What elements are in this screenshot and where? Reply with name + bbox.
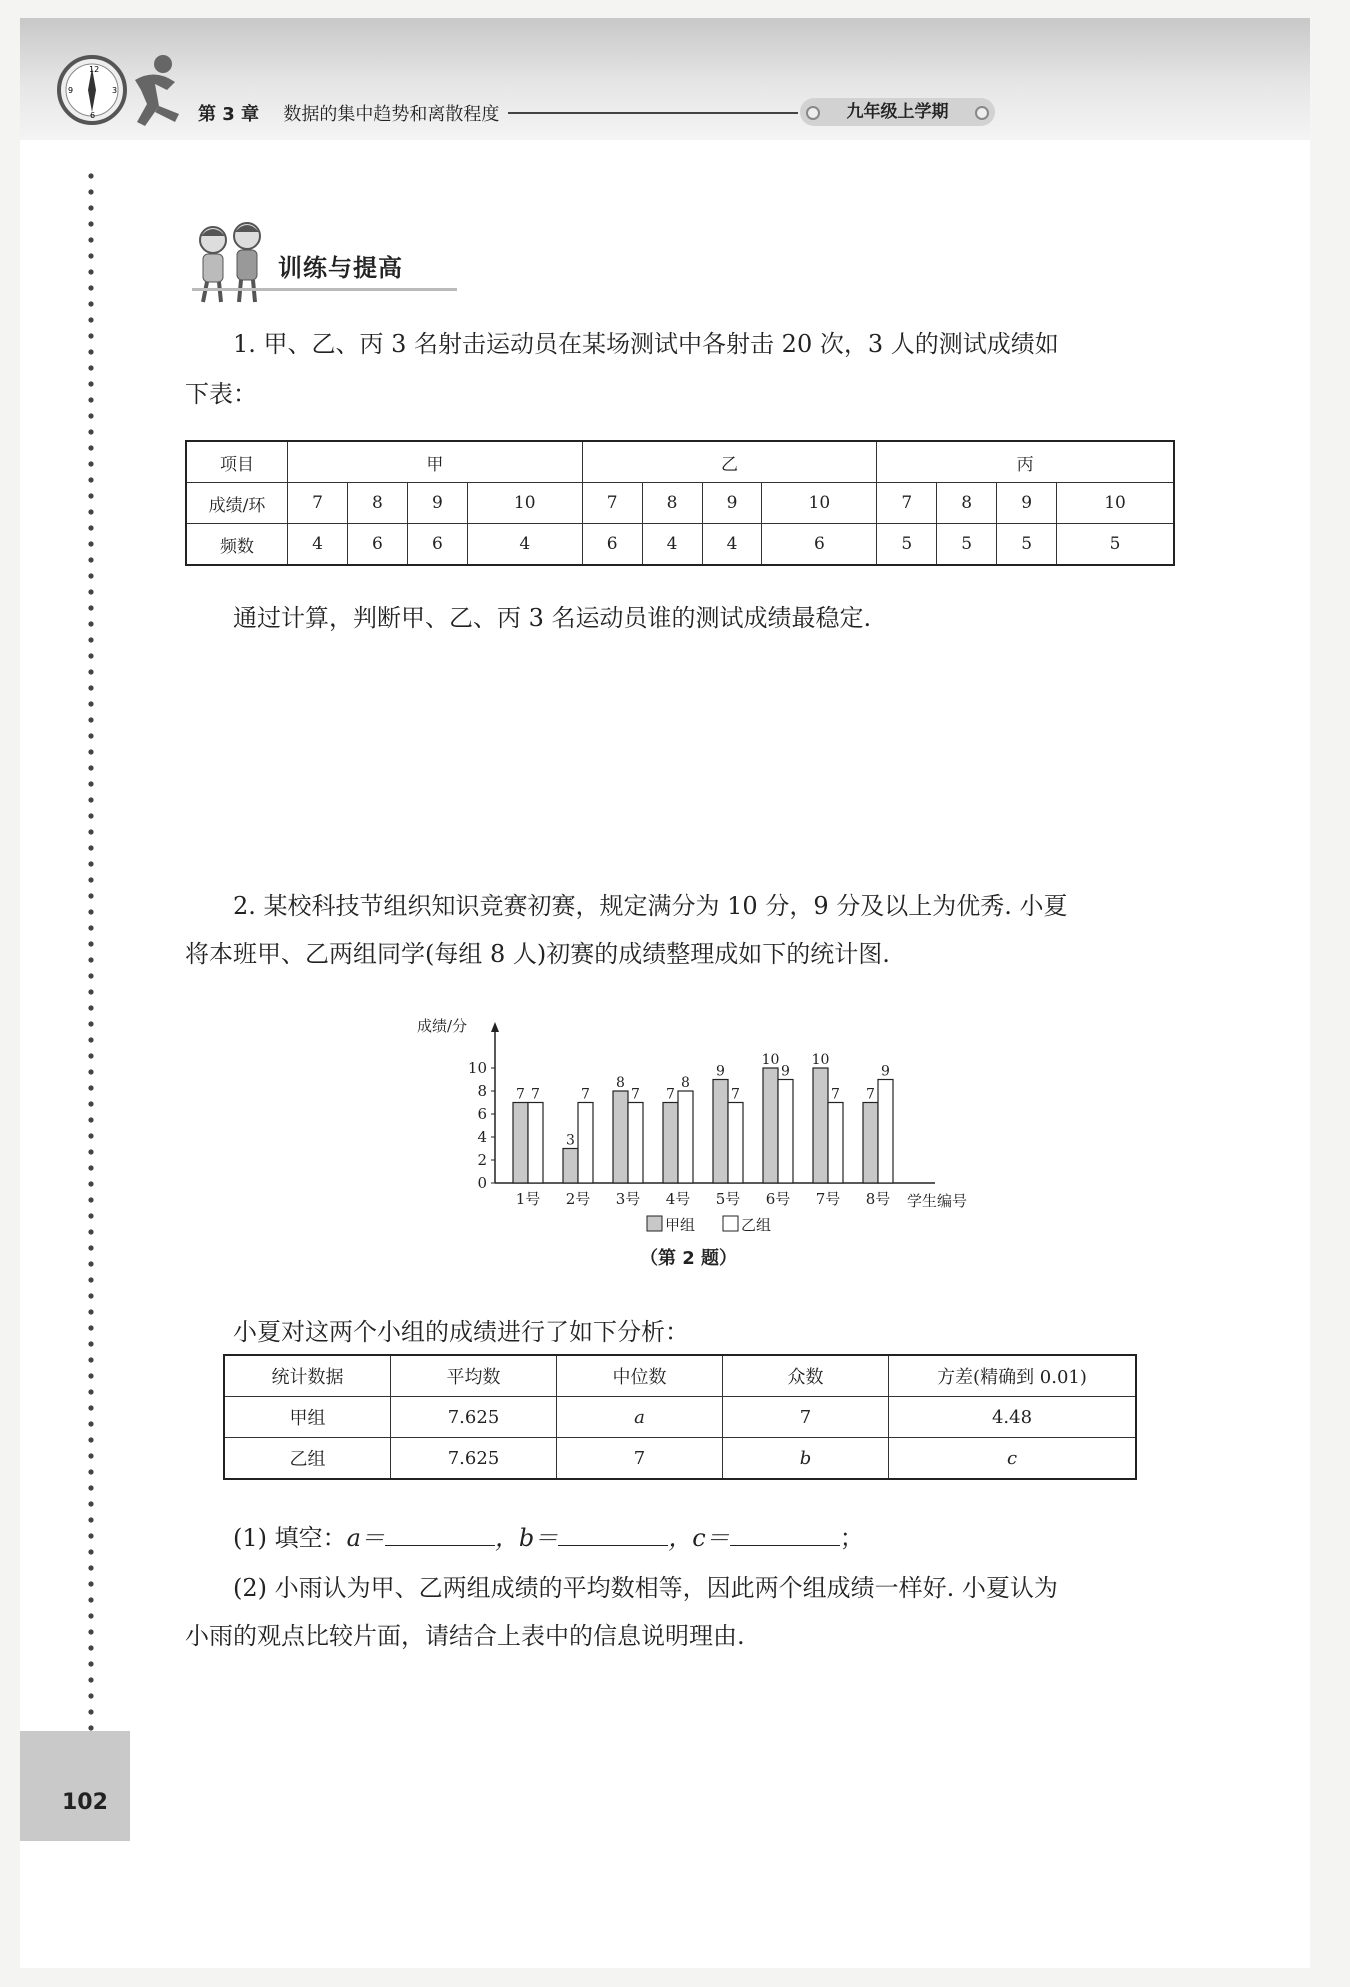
table-cell: 10 — [467, 483, 582, 524]
sub1-c-label: ，c＝ — [668, 1524, 730, 1552]
margin-dotted-line — [88, 168, 94, 1738]
page-number: 102 — [62, 1790, 108, 1815]
table-cell: 甲 — [288, 441, 583, 483]
bar-yi — [678, 1091, 693, 1183]
table-cell: 平均数 — [391, 1355, 557, 1397]
bar-jia — [513, 1103, 528, 1184]
table-cell: 5 — [937, 524, 997, 566]
q2-sub2-line2: 小雨的观点比较片面，请结合上表中的信息说明理由. — [185, 1622, 745, 1650]
table-cell: 丙 — [877, 441, 1174, 483]
data-label-jia: 7 — [666, 1086, 675, 1103]
table-cell: 7.625 — [391, 1397, 557, 1438]
legend-swatch-yi — [723, 1216, 738, 1231]
data-label-jia: 7 — [516, 1086, 525, 1103]
table-cell: b — [723, 1438, 889, 1480]
svg-text:12: 12 — [89, 65, 100, 74]
table-cell: 4 — [642, 524, 702, 566]
data-label-jia: 10 — [761, 1052, 780, 1068]
chapter-label: 第 3 章 — [198, 104, 260, 125]
table-cell: 众数 — [723, 1355, 889, 1397]
table-row — [186, 441, 1174, 483]
table-row — [224, 1438, 1136, 1480]
page-number-box — [20, 1731, 130, 1841]
x-tick-label: 1号 — [515, 1190, 541, 1208]
sub1-a-label: a＝ — [346, 1524, 385, 1552]
q1-question: 通过计算，判断甲、乙、丙 3 名运动员谁的测试成绩最稳定. — [233, 604, 872, 632]
table-cell: 6 — [407, 524, 467, 566]
table-cell: c — [889, 1438, 1137, 1480]
table-cell: a — [557, 1397, 723, 1438]
bar-jia — [613, 1091, 628, 1183]
table-cell: 频数 — [186, 524, 288, 566]
kids-illustration — [185, 218, 275, 308]
grade-badge: 九年级上学期 — [800, 98, 995, 126]
y-tick-label: 4 — [477, 1128, 487, 1146]
section-underline — [192, 288, 457, 291]
q2-sub2-line1: (2) 小雨认为甲、乙两组成绩的平均数相等，因此两个组成绩一样好. 小夏认为 — [233, 1574, 1058, 1602]
table-cell: 9 — [407, 483, 467, 524]
legend-label-yi: 乙组 — [741, 1216, 772, 1234]
y-axis-label: 成绩/分 — [417, 1017, 468, 1035]
legend-label-jia: 甲组 — [665, 1216, 696, 1234]
q1-score-table — [185, 440, 1175, 566]
table-cell: 统计数据 — [224, 1355, 391, 1397]
y-tick-label: 10 — [467, 1059, 487, 1077]
table-row — [224, 1355, 1136, 1397]
bar-jia — [663, 1103, 678, 1184]
table-cell: 5 — [1057, 524, 1174, 566]
bar-yi — [878, 1080, 893, 1184]
table-cell: 中位数 — [557, 1355, 723, 1397]
bar-jia — [713, 1080, 728, 1184]
table-cell: 4 — [288, 524, 348, 566]
table-cell: 8 — [937, 483, 997, 524]
data-label-yi: 7 — [531, 1086, 540, 1103]
q2-text-line2: 将本班甲、乙两组同学(每组 8 人)初赛的成绩整理成如下的统计图. — [185, 940, 890, 968]
answer-blank-c[interactable] — [730, 1523, 840, 1546]
data-label-yi: 9 — [781, 1063, 790, 1080]
table-cell: 8 — [347, 483, 407, 524]
x-tick-label: 2号 — [565, 1190, 591, 1208]
data-label-jia: 10 — [811, 1052, 830, 1068]
header-divider — [508, 112, 798, 114]
bar-jia — [813, 1068, 828, 1183]
table-cell: 4 — [467, 524, 582, 566]
table-row — [186, 483, 1174, 524]
y-tick-label: 8 — [477, 1082, 487, 1100]
table-cell: 7 — [582, 483, 642, 524]
table-cell: 9 — [702, 483, 762, 524]
runner-icon — [115, 50, 190, 130]
answer-blank-a[interactable] — [385, 1523, 495, 1546]
table-cell: 成绩/环 — [186, 483, 288, 524]
bar-yi — [628, 1103, 643, 1184]
data-label-jia: 3 — [566, 1132, 575, 1149]
table-row — [224, 1397, 1136, 1438]
bar-yi — [828, 1103, 843, 1184]
table-cell: 方差(精确到 0.01) — [889, 1355, 1137, 1397]
data-label-yi: 8 — [681, 1075, 690, 1091]
table-cell: 7 — [557, 1438, 723, 1480]
table-cell: 8 — [642, 483, 702, 524]
data-label-jia: 7 — [866, 1086, 875, 1103]
table-cell: 5 — [877, 524, 937, 566]
table-cell: 9 — [997, 483, 1057, 524]
bar-yi — [528, 1103, 543, 1184]
x-axis-label: 学生编号 — [907, 1192, 968, 1210]
section-title: 训练与提高 — [278, 254, 403, 282]
sub1-b-label: ，b＝ — [494, 1524, 559, 1552]
table-cell: 6 — [582, 524, 642, 566]
table-cell: 6 — [762, 524, 877, 566]
data-label-yi: 7 — [831, 1086, 840, 1103]
q1-text-line1: 1. 甲、乙、丙 3 名射击运动员在某场测试中各射击 20 次，3 人的测试成绩如 — [233, 330, 1059, 358]
y-tick-label: 2 — [477, 1151, 487, 1169]
table-cell: 10 — [1057, 483, 1174, 524]
table-cell: 甲组 — [224, 1397, 391, 1438]
page-header — [20, 18, 1310, 140]
legend-swatch-jia — [647, 1216, 662, 1231]
table-cell: 7 — [288, 483, 348, 524]
data-label-yi: 7 — [631, 1086, 640, 1103]
figure-caption: （第 2 题） — [640, 1248, 738, 1269]
chapter-heading — [198, 100, 499, 126]
table-cell: 7.625 — [391, 1438, 557, 1480]
table-cell: 乙 — [582, 441, 877, 483]
table-row — [186, 524, 1174, 566]
x-tick-label: 7号 — [815, 1190, 841, 1208]
bar-jia — [863, 1103, 878, 1184]
data-label-yi: 7 — [731, 1086, 740, 1103]
data-label-yi: 7 — [581, 1086, 590, 1103]
table-cell: 7 — [723, 1397, 889, 1438]
table-cell: 4 — [702, 524, 762, 566]
table-cell: 项目 — [186, 441, 288, 483]
svg-text:9: 9 — [68, 86, 74, 95]
data-label-jia: 9 — [716, 1063, 725, 1080]
x-tick-label: 8号 — [865, 1190, 891, 1208]
x-tick-label: 5号 — [715, 1190, 741, 1208]
stats-table — [223, 1354, 1137, 1480]
data-label-jia: 8 — [616, 1075, 625, 1091]
bar-jia — [563, 1149, 578, 1184]
data-label-yi: 9 — [881, 1063, 890, 1080]
table-cell: 10 — [762, 483, 877, 524]
page — [20, 18, 1310, 1968]
bar-jia — [763, 1068, 778, 1183]
svg-text:3: 3 — [112, 86, 118, 95]
table-cell: 5 — [997, 524, 1057, 566]
chapter-title: 数据的集中趋势和离散程度 — [283, 104, 500, 125]
sub1-prefix: (1) 填空： — [233, 1524, 347, 1552]
svg-text:6: 6 — [90, 111, 96, 120]
table-cell: 7 — [877, 483, 937, 524]
q2-analysis-intro: 小夏对这两个小组的成绩进行了如下分析： — [233, 1318, 689, 1346]
x-tick-label: 3号 — [615, 1190, 641, 1208]
table-cell: 6 — [347, 524, 407, 566]
y-tick-label: 0 — [477, 1174, 487, 1192]
bar-yi — [578, 1103, 593, 1184]
x-tick-label: 6号 — [765, 1190, 791, 1208]
bar-yi — [778, 1080, 793, 1184]
answer-blank-b[interactable] — [558, 1523, 668, 1546]
table-cell: 乙组 — [224, 1438, 391, 1480]
y-tick-label: 6 — [477, 1105, 487, 1123]
q1-text-line2: 下表： — [185, 380, 257, 408]
y-axis-arrow — [491, 1022, 499, 1032]
sub1-end: ； — [839, 1524, 864, 1552]
table-cell: 4.48 — [889, 1397, 1137, 1438]
x-tick-label: 4号 — [665, 1190, 691, 1208]
q2-text-line1: 2. 某校科技节组织知识竞赛初赛，规定满分为 10 分，9 分及以上为优秀. 小夏 — [233, 892, 1068, 920]
q2-sub1 — [185, 1514, 864, 1562]
bar-yi — [728, 1103, 743, 1184]
